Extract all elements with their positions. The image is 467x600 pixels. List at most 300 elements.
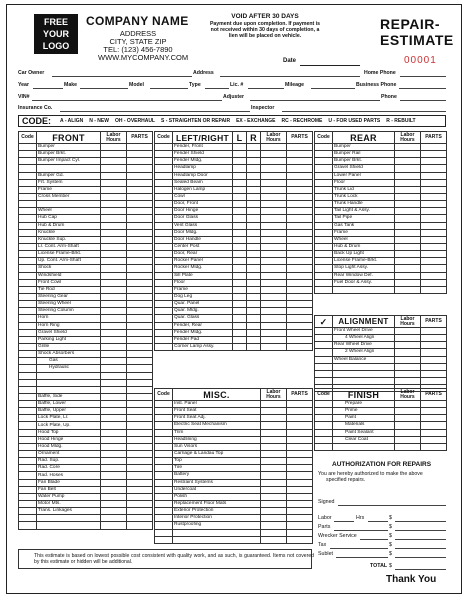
labor-hours-cell[interactable]: [101, 329, 127, 336]
parts-cell[interactable]: [127, 501, 153, 508]
parts-cell[interactable]: [287, 500, 313, 507]
parts-cell[interactable]: [127, 465, 153, 472]
code-cell[interactable]: [155, 508, 173, 515]
parts-cell[interactable]: [127, 443, 153, 450]
code-cell[interactable]: [155, 193, 173, 200]
labor-hours-cell[interactable]: [395, 342, 421, 349]
parts-cell[interactable]: [127, 458, 153, 465]
left-cell[interactable]: [233, 222, 247, 229]
parts-amount-field[interactable]: [395, 530, 446, 531]
left-cell[interactable]: [233, 293, 247, 300]
code-cell[interactable]: [155, 322, 173, 329]
parts-cell[interactable]: [287, 293, 313, 300]
labor-hours-cell[interactable]: [261, 408, 287, 415]
labor-hours-cell[interactable]: [261, 201, 287, 208]
parts-cell[interactable]: [421, 144, 447, 151]
right-cell[interactable]: [247, 186, 261, 193]
labor-hours-cell[interactable]: [261, 172, 287, 179]
parts-cell[interactable]: [421, 158, 447, 165]
parts-cell[interactable]: [421, 172, 447, 179]
labor-hours-cell[interactable]: [101, 215, 127, 222]
parts-cell[interactable]: [421, 377, 447, 384]
left-cell[interactable]: [233, 193, 247, 200]
parts-cell[interactable]: [287, 465, 313, 472]
code-cell[interactable]: [315, 258, 333, 265]
labor-hours-cell[interactable]: [395, 201, 421, 208]
left-cell[interactable]: [233, 343, 247, 350]
labor-hours-cell[interactable]: [261, 529, 287, 536]
parts-cell[interactable]: [421, 151, 447, 158]
code-cell[interactable]: [155, 329, 173, 336]
code-cell[interactable]: [315, 279, 333, 286]
left-cell[interactable]: [233, 336, 247, 343]
labor-hours-cell[interactable]: [101, 279, 127, 286]
labor-field[interactable]: [334, 521, 354, 522]
labor-hours-cell[interactable]: [395, 251, 421, 258]
parts-cell[interactable]: [127, 415, 153, 422]
parts-cell[interactable]: [287, 208, 313, 215]
code-cell[interactable]: [315, 158, 333, 165]
code-cell[interactable]: [19, 343, 37, 350]
right-cell[interactable]: [247, 286, 261, 293]
code-cell[interactable]: [315, 236, 333, 243]
code-cell[interactable]: [315, 179, 333, 186]
labor-hours-cell[interactable]: [395, 193, 421, 200]
labor-hours-cell[interactable]: [261, 486, 287, 493]
right-cell[interactable]: [247, 158, 261, 165]
parts-cell[interactable]: [127, 251, 153, 258]
code-cell[interactable]: [155, 408, 173, 415]
code-cell[interactable]: [155, 472, 173, 479]
labor-hours-cell[interactable]: [101, 451, 127, 458]
labor-hours-cell[interactable]: [261, 315, 287, 322]
labor-hours-cell[interactable]: [101, 251, 127, 258]
adjuster-field[interactable]: [250, 100, 380, 101]
wrecker-field[interactable]: [360, 539, 388, 540]
parts-cell[interactable]: [287, 436, 313, 443]
parts-cell[interactable]: [287, 458, 313, 465]
labor-hours-cell[interactable]: [395, 222, 421, 229]
labor-hours-cell[interactable]: [101, 401, 127, 408]
labor-hours-cell[interactable]: [395, 408, 421, 415]
code-cell[interactable]: [315, 186, 333, 193]
labor-hours-cell[interactable]: [101, 201, 127, 208]
code-cell[interactable]: [315, 229, 333, 236]
insurance-field[interactable]: [60, 111, 250, 112]
labor-hours-cell[interactable]: [395, 243, 421, 250]
wrecker-amount-field[interactable]: [395, 539, 446, 540]
right-cell[interactable]: [247, 272, 261, 279]
labor-hours-cell[interactable]: [101, 429, 127, 436]
parts-cell[interactable]: [287, 329, 313, 336]
labor-hours-cell[interactable]: [101, 208, 127, 215]
parts-cell[interactable]: [287, 243, 313, 250]
code-cell[interactable]: [19, 265, 37, 272]
parts-cell[interactable]: [287, 286, 313, 293]
license-field[interactable]: [248, 88, 284, 89]
parts-cell[interactable]: [421, 443, 447, 450]
labor-hours-cell[interactable]: [395, 229, 421, 236]
code-cell[interactable]: [315, 201, 333, 208]
code-cell[interactable]: [155, 286, 173, 293]
code-cell[interactable]: [19, 251, 37, 258]
labor-hours-cell[interactable]: [395, 429, 421, 436]
parts-cell[interactable]: [287, 336, 313, 343]
signature-field[interactable]: [338, 505, 446, 506]
labor-hours-cell[interactable]: [101, 172, 127, 179]
labor-hours-cell[interactable]: [261, 465, 287, 472]
right-cell[interactable]: [247, 193, 261, 200]
parts-cell[interactable]: [127, 158, 153, 165]
code-cell[interactable]: [155, 144, 173, 151]
parts-cell[interactable]: [421, 429, 447, 436]
left-cell[interactable]: [233, 258, 247, 265]
parts-cell[interactable]: [287, 408, 313, 415]
left-cell[interactable]: [233, 144, 247, 151]
parts-cell[interactable]: [127, 522, 153, 529]
labor-hours-cell[interactable]: [101, 322, 127, 329]
parts-cell[interactable]: [127, 151, 153, 158]
parts-cell[interactable]: [421, 408, 447, 415]
right-cell[interactable]: [247, 243, 261, 250]
code-cell[interactable]: [155, 500, 173, 507]
right-cell[interactable]: [247, 215, 261, 222]
labor-hours-cell[interactable]: [261, 215, 287, 222]
code-cell[interactable]: [19, 258, 37, 265]
parts-cell[interactable]: [127, 201, 153, 208]
code-cell[interactable]: [19, 286, 37, 293]
right-cell[interactable]: [247, 343, 261, 350]
labor-hours-cell[interactable]: [101, 515, 127, 522]
parts-cell[interactable]: [421, 229, 447, 236]
car-owner-field[interactable]: [52, 76, 192, 77]
parts-cell[interactable]: [287, 493, 313, 500]
labor-hours-cell[interactable]: [261, 401, 287, 408]
labor-hours-cell[interactable]: [261, 450, 287, 457]
labor-hours-cell[interactable]: [261, 508, 287, 515]
parts-cell[interactable]: [287, 479, 313, 486]
code-cell[interactable]: [155, 208, 173, 215]
labor-hours-cell[interactable]: [101, 486, 127, 493]
parts-cell[interactable]: [287, 258, 313, 265]
mileage-field[interactable]: [311, 88, 355, 89]
code-cell[interactable]: [19, 215, 37, 222]
labor-amount-field[interactable]: [395, 521, 446, 522]
code-cell[interactable]: [19, 151, 37, 158]
labor-hours-cell[interactable]: [101, 243, 127, 250]
parts-cell[interactable]: [287, 165, 313, 172]
code-cell[interactable]: [19, 236, 37, 243]
code-cell[interactable]: [155, 315, 173, 322]
code-cell[interactable]: [315, 222, 333, 229]
labor-hours-cell[interactable]: [101, 258, 127, 265]
labor-hours-cell[interactable]: [261, 279, 287, 286]
parts-cell[interactable]: [421, 186, 447, 193]
code-cell[interactable]: [155, 201, 173, 208]
code-cell[interactable]: [19, 401, 37, 408]
labor-hours-cell[interactable]: [101, 315, 127, 322]
code-cell[interactable]: [315, 151, 333, 158]
parts-cell[interactable]: [287, 222, 313, 229]
left-cell[interactable]: [233, 229, 247, 236]
parts-cell[interactable]: [127, 429, 153, 436]
labor-hours-cell[interactable]: [101, 365, 127, 372]
labor-hours-cell[interactable]: [395, 186, 421, 193]
parts-cell[interactable]: [127, 451, 153, 458]
code-cell[interactable]: [19, 393, 37, 400]
code-cell[interactable]: [155, 486, 173, 493]
code-cell[interactable]: [315, 286, 333, 293]
parts-cell[interactable]: [287, 401, 313, 408]
code-cell[interactable]: [155, 493, 173, 500]
parts-cell[interactable]: [421, 363, 447, 370]
parts-cell[interactable]: [421, 215, 447, 222]
labor-hours-cell[interactable]: [261, 165, 287, 172]
code-cell[interactable]: [19, 201, 37, 208]
tax-amount-field[interactable]: [395, 548, 446, 549]
parts-cell[interactable]: [127, 186, 153, 193]
parts-cell[interactable]: [287, 443, 313, 450]
right-cell[interactable]: [247, 258, 261, 265]
code-cell[interactable]: [315, 265, 333, 272]
labor-hours-cell[interactable]: [101, 179, 127, 186]
labor-hours-cell[interactable]: [395, 272, 421, 279]
code-cell[interactable]: [155, 479, 173, 486]
left-cell[interactable]: [233, 186, 247, 193]
labor-hours-cell[interactable]: [261, 229, 287, 236]
parts-cell[interactable]: [127, 215, 153, 222]
tax-field[interactable]: [330, 548, 388, 549]
year-field[interactable]: [33, 88, 63, 89]
code-cell[interactable]: [155, 265, 173, 272]
labor-hours-cell[interactable]: [101, 222, 127, 229]
parts-cell[interactable]: [127, 308, 153, 315]
parts-cell[interactable]: [287, 229, 313, 236]
labor-hours-cell[interactable]: [101, 415, 127, 422]
right-cell[interactable]: [247, 336, 261, 343]
right-cell[interactable]: [247, 144, 261, 151]
labor-hours-cell[interactable]: [101, 293, 127, 300]
labor-hours-cell[interactable]: [261, 222, 287, 229]
code-cell[interactable]: [315, 443, 333, 450]
parts-cell[interactable]: [421, 193, 447, 200]
code-cell[interactable]: [19, 301, 37, 308]
make-field[interactable]: [80, 88, 128, 89]
parts-cell[interactable]: [127, 372, 153, 379]
parts-cell[interactable]: [127, 479, 153, 486]
right-cell[interactable]: [247, 208, 261, 215]
parts-cell[interactable]: [421, 415, 447, 422]
labor-hours-cell[interactable]: [395, 349, 421, 356]
labor-hours-cell[interactable]: [101, 165, 127, 172]
sublet-amount-field[interactable]: [395, 557, 446, 558]
code-cell[interactable]: [19, 243, 37, 250]
labor-hours-cell[interactable]: [395, 356, 421, 363]
code-cell[interactable]: [155, 279, 173, 286]
parts-cell[interactable]: [421, 208, 447, 215]
labor-hours-cell[interactable]: [261, 208, 287, 215]
code-cell[interactable]: [19, 208, 37, 215]
parts-cell[interactable]: [127, 422, 153, 429]
parts-cell[interactable]: [421, 201, 447, 208]
labor-hours-cell[interactable]: [261, 515, 287, 522]
labor-hours-cell[interactable]: [101, 422, 127, 429]
labor-hours-cell[interactable]: [261, 479, 287, 486]
left-cell[interactable]: [233, 165, 247, 172]
labor-hours-cell[interactable]: [395, 172, 421, 179]
parts-cell[interactable]: [127, 386, 153, 393]
code-cell[interactable]: [315, 422, 333, 429]
parts-cell[interactable]: [287, 472, 313, 479]
labor-hours-cell[interactable]: [101, 158, 127, 165]
address-field[interactable]: [220, 76, 360, 77]
parts-cell[interactable]: [287, 415, 313, 422]
parts-cell[interactable]: [421, 286, 447, 293]
labor-hours-cell[interactable]: [101, 151, 127, 158]
code-cell[interactable]: [315, 408, 333, 415]
left-cell[interactable]: [233, 151, 247, 158]
parts-cell[interactable]: [127, 351, 153, 358]
code-cell[interactable]: [315, 356, 333, 363]
code-cell[interactable]: [19, 443, 37, 450]
code-cell[interactable]: [155, 336, 173, 343]
left-cell[interactable]: [233, 236, 247, 243]
labor-hours-cell[interactable]: [261, 343, 287, 350]
parts-cell[interactable]: [127, 301, 153, 308]
left-cell[interactable]: [233, 315, 247, 322]
parts-cell[interactable]: [287, 315, 313, 322]
parts-cell[interactable]: [287, 279, 313, 286]
labor-hours-cell[interactable]: [395, 236, 421, 243]
code-cell[interactable]: [155, 415, 173, 422]
parts-cell[interactable]: [287, 215, 313, 222]
left-cell[interactable]: [233, 279, 247, 286]
code-cell[interactable]: [19, 372, 37, 379]
parts-cell[interactable]: [287, 450, 313, 457]
right-cell[interactable]: [247, 293, 261, 300]
code-cell[interactable]: [315, 165, 333, 172]
code-cell[interactable]: [315, 272, 333, 279]
parts-cell[interactable]: [127, 279, 153, 286]
home-phone-field[interactable]: [400, 76, 446, 77]
parts-cell[interactable]: [287, 151, 313, 158]
parts-cell[interactable]: [421, 243, 447, 250]
labor-hours-cell[interactable]: [101, 286, 127, 293]
sublet-field[interactable]: [336, 557, 388, 558]
code-cell[interactable]: [155, 436, 173, 443]
right-cell[interactable]: [247, 251, 261, 258]
code-cell[interactable]: [315, 144, 333, 151]
code-cell[interactable]: [155, 429, 173, 436]
labor-hours-cell[interactable]: [101, 236, 127, 243]
labor-hours-cell[interactable]: [261, 236, 287, 243]
code-cell[interactable]: [19, 158, 37, 165]
code-cell[interactable]: [19, 229, 37, 236]
code-cell[interactable]: [19, 429, 37, 436]
labor-hours-cell[interactable]: [261, 443, 287, 450]
labor-hours-cell[interactable]: [261, 158, 287, 165]
parts-cell[interactable]: [287, 308, 313, 315]
labor-hours-cell[interactable]: [395, 179, 421, 186]
labor-hours-cell[interactable]: [261, 415, 287, 422]
code-cell[interactable]: [155, 186, 173, 193]
parts-cell[interactable]: [127, 208, 153, 215]
code-cell[interactable]: [19, 508, 37, 515]
parts-field[interactable]: [334, 530, 388, 531]
parts-cell[interactable]: [421, 370, 447, 377]
code-cell[interactable]: [19, 272, 37, 279]
code-cell[interactable]: [19, 144, 37, 151]
left-cell[interactable]: [233, 286, 247, 293]
code-cell[interactable]: [155, 222, 173, 229]
code-cell[interactable]: [155, 465, 173, 472]
labor-hours-cell[interactable]: [101, 301, 127, 308]
code-cell[interactable]: [19, 486, 37, 493]
parts-cell[interactable]: [127, 165, 153, 172]
labor-hours-cell[interactable]: [395, 422, 421, 429]
labor-hours-cell[interactable]: [261, 458, 287, 465]
right-cell[interactable]: [247, 172, 261, 179]
parts-cell[interactable]: [287, 251, 313, 258]
code-cell[interactable]: [19, 165, 37, 172]
code-cell[interactable]: [315, 328, 333, 335]
code-cell[interactable]: [155, 308, 173, 315]
parts-cell[interactable]: [127, 365, 153, 372]
labor-hours-cell[interactable]: [261, 144, 287, 151]
code-cell[interactable]: [19, 329, 37, 336]
left-cell[interactable]: [233, 158, 247, 165]
parts-cell[interactable]: [127, 515, 153, 522]
parts-cell[interactable]: [287, 322, 313, 329]
labor-hours-cell[interactable]: [395, 208, 421, 215]
labor-hours-cell[interactable]: [395, 401, 421, 408]
phone-field[interactable]: [400, 100, 446, 101]
right-cell[interactable]: [247, 322, 261, 329]
labor-hours-cell[interactable]: [261, 186, 287, 193]
code-cell[interactable]: [19, 315, 37, 322]
labor-hours-cell[interactable]: [261, 500, 287, 507]
labor-hours-cell[interactable]: [261, 336, 287, 343]
parts-cell[interactable]: [287, 172, 313, 179]
labor-hours-cell[interactable]: [101, 501, 127, 508]
code-cell[interactable]: [155, 536, 173, 543]
left-cell[interactable]: [233, 308, 247, 315]
labor-hours-cell[interactable]: [261, 251, 287, 258]
parts-cell[interactable]: [127, 493, 153, 500]
code-cell[interactable]: [19, 465, 37, 472]
labor-hours-cell[interactable]: [261, 151, 287, 158]
code-cell[interactable]: [315, 363, 333, 370]
parts-cell[interactable]: [127, 265, 153, 272]
code-cell[interactable]: [315, 172, 333, 179]
code-cell[interactable]: [155, 258, 173, 265]
labor-hours-cell[interactable]: [395, 436, 421, 443]
right-cell[interactable]: [247, 151, 261, 158]
labor-hours-cell[interactable]: [395, 158, 421, 165]
business-phone-field[interactable]: [399, 88, 446, 89]
left-cell[interactable]: [233, 208, 247, 215]
code-cell[interactable]: [155, 301, 173, 308]
parts-cell[interactable]: [127, 322, 153, 329]
labor-hours-cell[interactable]: [101, 186, 127, 193]
inspector-field[interactable]: [282, 111, 446, 112]
code-cell[interactable]: [315, 429, 333, 436]
code-cell[interactable]: [155, 422, 173, 429]
labor-hours-cell[interactable]: [261, 422, 287, 429]
code-cell[interactable]: [19, 308, 37, 315]
right-cell[interactable]: [247, 236, 261, 243]
right-cell[interactable]: [247, 165, 261, 172]
